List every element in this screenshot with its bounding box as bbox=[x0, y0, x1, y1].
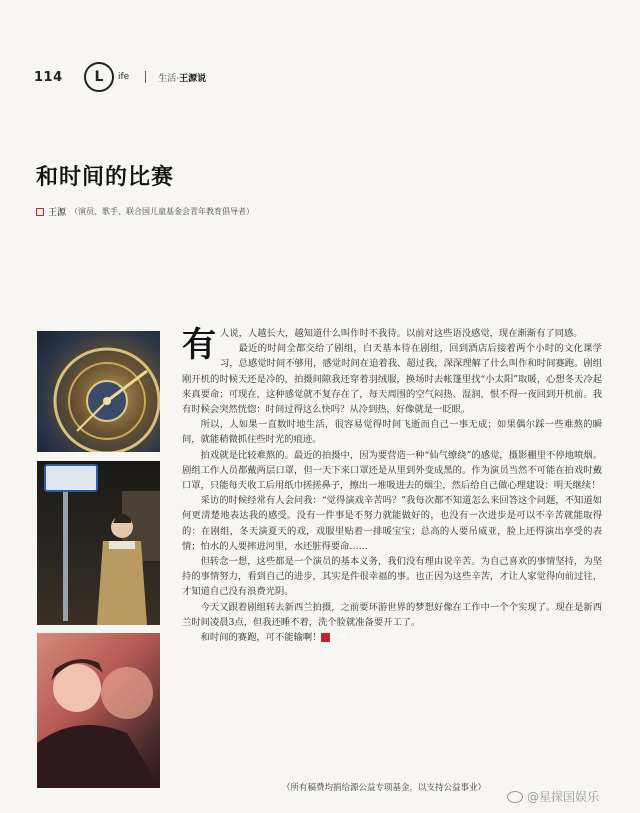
life-logo-icon: L bbox=[84, 62, 114, 92]
paragraph: 所以，人如果一直数时地生活，很容易觉得时间飞逝而自己一事无成；如果偶尔踩一些难熬的瞬间，就能稍微抓住些时光的痕迹。 bbox=[182, 419, 602, 446]
donation-footnote: （所有稿费均捐给源公益专项基金，以支持公益事业） bbox=[282, 783, 487, 793]
paragraph: 最近的时间全都交给了剧组，白天基本待在剧组，回到酒店后接着两个小时的文化课学习，总感觉时间不够用，感觉时间在追着我、超过我，深深理解了什么叫作和时间赛跑。剧组刚开机的时候天还是冷的，拍摄间隙我还穿着羽绒服，换场时去帐篷里找“小太阳”取暖，心想冬天冷起来真要命；可现在，这种感觉就不复存在了，每天周围的空气闷热、湿润，恨不得一夜回到开机前。我有时候会突然恍惚：时间过得这么快吗？从冷到热，好像就是一眨眼。 bbox=[182, 343, 602, 416]
first-paragraph-text: 人说，人越长大，越知道什么叫作时不我待。以前对这些语没感觉，现在渐渐有了同感。 bbox=[220, 328, 583, 339]
author-name: 王源 bbox=[48, 208, 67, 218]
page-number: 114 bbox=[34, 69, 63, 85]
weibo-icon bbox=[507, 791, 523, 803]
end-mark-icon: G bbox=[321, 633, 330, 642]
street-portrait-photo bbox=[37, 461, 160, 625]
paragraph: 采访的时候经常有人会问我：“觉得演戏辛苦吗？”我每次都不知道怎么来回答这个问题，不知道如何更清楚地表达我的感受。没有一件事是不努力就能做好的，也没有一次进步是可以不辛苦就能取得的：在剧组，冬天演夏天的戏，戏服里贴着一排暖宝宝；总高的人要吊威亚，脸上还得演出享受的表情；怕水的人要摔进河里，水还脏得要命…… bbox=[182, 495, 602, 552]
byline bbox=[36, 205, 254, 218]
page-header bbox=[34, 62, 206, 92]
watermark bbox=[507, 788, 599, 805]
closeup-portrait-photo bbox=[37, 633, 160, 788]
first-paragraph bbox=[182, 325, 602, 365]
closing-text: 和时间的赛跑，可不能输啊！ bbox=[200, 632, 322, 644]
astronomical-clock-photo bbox=[37, 331, 160, 452]
paragraph: 今天又跟着剧组转去新西兰拍摄，之前要环游世界的梦想好像在工作中一个个实现了。现在是新西兰时间凌晨3点，但我还睡不着，洗个脸就准备要开工了。 bbox=[182, 601, 602, 628]
paragraph: 拍戏就是比较难熬的。最近的拍摄中，因为要营造一种“仙气缭绕”的感觉，摄影棚里不停地喷烟。剧组工作人员都戴两层口罩，但一天下来口罩还是从里到外变成黑的。作为演员当然不可能在拍戏时戴口罩，只能每天收工后用纸巾搓搓鼻子，擦出一堆吸进去的烟尘，然后给自己做心理建设：明天继续！ bbox=[182, 449, 602, 492]
drop-cap: 有 bbox=[182, 325, 216, 365]
section-name: 王源说 bbox=[179, 73, 207, 84]
author-description: （演员、歌手、联合国儿童基金会青年教育倡导者） bbox=[70, 207, 255, 216]
paragraph: 但转念一想，这些都是一个演员的基本义务，我们没有理由说辛苦。为自己喜欢的事情坚持，为坚持的事情努力，看到自己的进步，其实是件很幸福的事。也正因为这些辛苦，才让人家觉得向前过往，才知道自己没有浪费光阴。 bbox=[182, 556, 602, 598]
life-logo-suffix: ife bbox=[118, 72, 130, 82]
header-divider bbox=[145, 71, 146, 83]
closing-line bbox=[182, 630, 602, 645]
section-label bbox=[158, 71, 206, 84]
watermark-text: @星探国娱乐 bbox=[527, 790, 600, 804]
section-prefix: 生活· bbox=[158, 73, 180, 84]
article-body bbox=[182, 326, 602, 645]
author-marker-icon bbox=[36, 208, 44, 216]
article-title: 和时间的比赛 bbox=[36, 164, 175, 190]
